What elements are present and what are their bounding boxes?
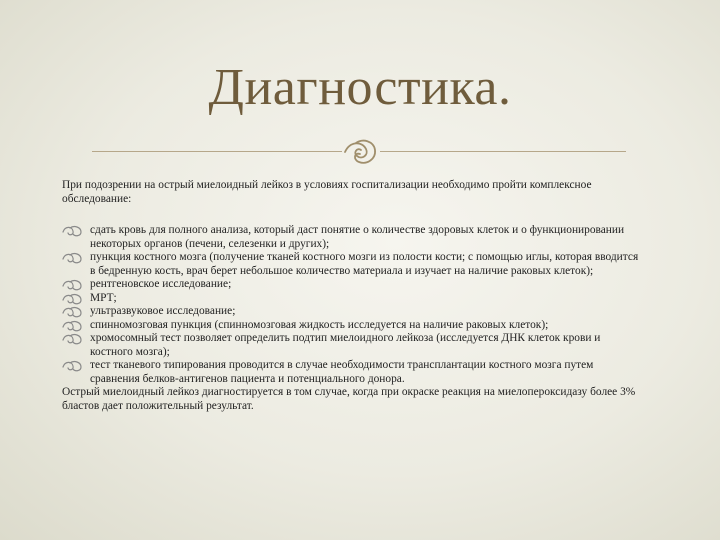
scroll-ornament-icon bbox=[342, 137, 378, 167]
list-item bbox=[62, 305, 642, 319]
list-item-text: рентгеновское исследование; bbox=[90, 278, 232, 290]
list-item bbox=[62, 224, 642, 251]
list-item-text: сдать кровь для полного анализа, который даст понятие о количестве здоровых клеток и о функционировании некоторых органов (печени, селезенки и других); bbox=[90, 224, 625, 250]
list-item-text: хромосомный тест позволяет определить подтип миелоидного лейкоза (исследуется ДНК клеток крови и костного мозга); bbox=[90, 332, 601, 358]
slide-content bbox=[62, 179, 642, 413]
list-item bbox=[62, 319, 642, 333]
list-item-text: МРТ; bbox=[90, 291, 117, 304]
slide-title: Диагностика. bbox=[208, 59, 512, 116]
list-item bbox=[62, 292, 642, 306]
conclusion-text: Острый миелоидный лейкоз диагностируется в том случае, когда при окраске реакция на миелопероксидазу более 3% бластов дает положительный результат. bbox=[62, 386, 636, 412]
list-item bbox=[62, 278, 642, 292]
title-divider-left bbox=[92, 151, 342, 152]
list-item-text: спинномозговая пункция (спинномозговая жидкость исследуется на наличие раковых клеток); bbox=[90, 318, 549, 331]
scroll-bullet-icon bbox=[62, 293, 82, 305]
list-item bbox=[62, 359, 642, 386]
intro-text: При подозрении на острый миелоидный лейкоз в условиях госпитализации необходимо пройти комплексное обследование: bbox=[62, 179, 592, 205]
scroll-bullet-icon bbox=[62, 279, 82, 291]
diagnostics-list bbox=[62, 224, 642, 386]
scroll-bullet-icon bbox=[62, 225, 82, 237]
scroll-bullet-icon bbox=[62, 320, 82, 332]
scroll-bullet-icon bbox=[62, 333, 82, 345]
list-item-text: пункция костного мозга (получение тканей костного мозги из полости кости; с помощью иглы, которая вводится в бедренную кость, врач берет небольшое количество материала и изучает на наличие раковых клеток); bbox=[90, 251, 639, 277]
scroll-bullet-icon bbox=[62, 360, 82, 372]
scroll-bullet-icon bbox=[62, 306, 82, 318]
list-item bbox=[62, 251, 642, 278]
list-item-text: ультразвуковое исследование; bbox=[90, 305, 236, 317]
list-item-text: тест тканевого типирования проводится в случае необходимости трансплантации костного мозга путем сравнения белков-антигенов пациента и потенциального донора. bbox=[90, 359, 594, 385]
title-divider-right bbox=[380, 151, 626, 152]
list-item bbox=[62, 332, 642, 359]
scroll-bullet-icon bbox=[62, 252, 82, 264]
